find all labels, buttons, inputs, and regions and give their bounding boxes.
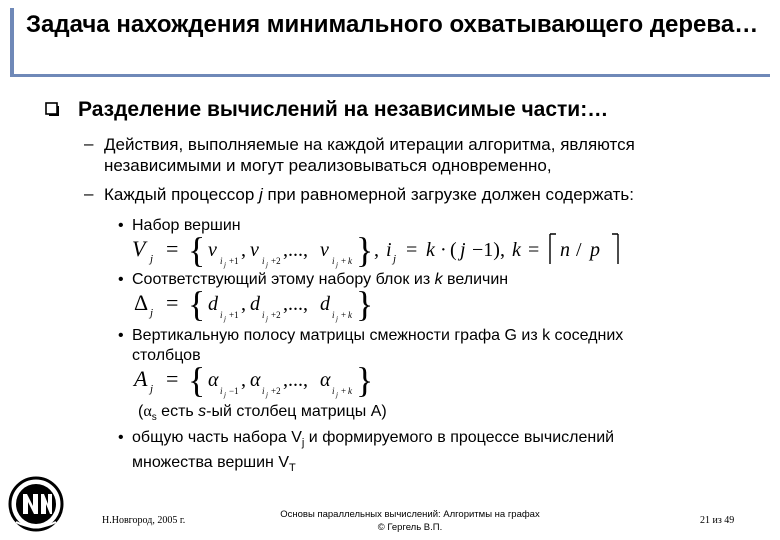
formula-vertex-set <box>130 226 630 270</box>
dot-bullet: • <box>118 327 124 344</box>
dash-item-1-line-1: Действия, выполняемые на каждой итерации алгоритма, являются <box>104 135 635 154</box>
bullet-4-line-1: общую часть набора $V_j$ и формируемого в процессе вычислений <box>132 429 615 450</box>
svg-text:j: j <box>224 315 226 323</box>
footer-author: © Гергель В.П. <box>377 522 443 533</box>
svg-text:−1: −1 <box>229 386 239 396</box>
dash-item-1-line-2: независимыми и могут реализовываться одновременно, <box>104 156 552 175</box>
svg-text:k: k <box>348 386 352 396</box>
university-logo-icon <box>8 476 64 532</box>
svg-text:j: j <box>266 261 268 269</box>
svg-text:p: p <box>590 239 600 261</box>
svg-text:i: i <box>220 256 223 266</box>
svg-text:d: d <box>250 293 260 315</box>
footer-course <box>240 508 580 534</box>
svg-text:,...,: ,..., <box>283 239 308 261</box>
dash-item-1 <box>104 134 764 176</box>
svg-text:α: α <box>208 369 219 391</box>
svg-text:j: j <box>460 239 466 261</box>
svg-text:+2: +2 <box>271 310 281 320</box>
svg-text:=: = <box>166 236 179 261</box>
footer-course-title: Основы параллельных вычислений: Алгоритмы на графах <box>280 509 540 520</box>
dot-bullet: • <box>118 217 124 234</box>
svg-text:+: + <box>341 386 347 396</box>
svg-text:+2: +2 <box>271 256 281 266</box>
bullet-4-text <box>132 428 752 478</box>
svg-text:}: } <box>356 230 374 270</box>
svg-text:}: } <box>356 360 374 400</box>
dot-bullet: • <box>118 271 124 288</box>
svg-text:i: i <box>332 386 335 396</box>
svg-text:j: j <box>266 391 268 399</box>
svg-text:+1: +1 <box>229 310 239 320</box>
title-divider <box>10 74 770 77</box>
svg-text:n: n <box>560 239 570 261</box>
svg-text:=: = <box>166 290 179 315</box>
title-accent-bar <box>10 8 14 76</box>
svg-text:{: { <box>188 230 206 270</box>
svg-text:j: j <box>336 391 338 399</box>
bullet-3-line-1: Вертикальную полосу матрицы смежности графа G из k соседних <box>132 327 624 344</box>
svg-text:{: { <box>188 360 206 400</box>
svg-text:j: j <box>266 315 268 323</box>
svg-text:/: / <box>576 239 582 261</box>
svg-text:}: } <box>356 284 374 324</box>
svg-text:k: k <box>512 239 521 261</box>
formula-delta-block <box>130 282 410 324</box>
svg-text:i: i <box>220 386 223 396</box>
svg-text:,: , <box>241 239 246 261</box>
svg-text:,...,: ,..., <box>283 293 308 315</box>
svg-text:i: i <box>220 310 223 320</box>
dash-bullet: – <box>84 134 94 153</box>
svg-text:+2: +2 <box>271 386 281 396</box>
svg-text:A: A <box>134 366 148 391</box>
svg-text:k: k <box>348 256 352 266</box>
svg-text:,...,: ,..., <box>283 369 308 391</box>
section-heading: Разделение вычислений на независимые части:… <box>78 98 609 121</box>
formula-matrix-strip <box>130 360 410 402</box>
dash-bullet: – <box>84 184 94 203</box>
bullet-4-line-2: множества вершин $V_T$ <box>132 454 296 475</box>
svg-text:+: + <box>341 310 347 320</box>
svg-text:v: v <box>320 239 329 261</box>
square-bullet-icon <box>44 101 60 117</box>
svg-text:−1),: −1), <box>472 239 505 261</box>
svg-text:=: = <box>166 366 179 391</box>
alpha-note: ($\alpha_s$ есть s-ый столбец матрицы A) <box>138 403 387 424</box>
svg-text:=: = <box>528 239 540 261</box>
dash-item-2: Каждый процессор j при равномерной загрузке должен содержать: <box>104 185 634 204</box>
svg-text:i: i <box>262 310 265 320</box>
svg-text:j: j <box>336 315 338 323</box>
svg-text:j: j <box>336 261 338 269</box>
svg-text:d: d <box>208 293 218 315</box>
svg-text:j: j <box>150 383 154 395</box>
svg-text:+: + <box>341 256 347 266</box>
svg-text:Δ: Δ <box>134 290 149 315</box>
svg-text:j: j <box>393 253 397 265</box>
svg-text:α: α <box>320 369 331 391</box>
svg-text:i: i <box>332 256 335 266</box>
svg-text:(: ( <box>450 239 457 261</box>
svg-text:k: k <box>348 310 352 320</box>
footer-page-number: 21 из 49 <box>700 515 735 526</box>
svg-text:v: v <box>208 239 217 261</box>
svg-text:i: i <box>262 256 265 266</box>
slide-title: Задача нахождения минимального охватывающего дерева… <box>26 11 759 38</box>
svg-text:,: , <box>241 293 246 315</box>
svg-text:v: v <box>250 239 259 261</box>
svg-text:j: j <box>150 307 154 319</box>
svg-text:j: j <box>150 253 154 265</box>
bullet-3-line-2: столбцов <box>132 347 201 364</box>
svg-text:+1: +1 <box>229 256 239 266</box>
svg-text:k: k <box>426 239 435 261</box>
svg-text:V: V <box>132 236 146 261</box>
svg-text:,: , <box>241 369 246 391</box>
svg-text:i: i <box>262 386 265 396</box>
svg-text:j: j <box>224 391 226 399</box>
svg-text:i: i <box>332 310 335 320</box>
svg-text:α: α <box>250 369 261 391</box>
footer-location: Н.Новгород, 2005 г. <box>102 515 186 526</box>
bullet-1-text: Набор вершин <box>132 217 241 234</box>
svg-text:·: · <box>440 239 447 261</box>
svg-text:=: = <box>406 239 418 261</box>
dot-bullet: • <box>118 429 124 446</box>
svg-text:{: { <box>188 284 206 324</box>
svg-text:j: j <box>224 261 226 269</box>
svg-text:i: i <box>386 239 392 261</box>
bullet-2-text: Соответствующий этому набору блок из k величин <box>132 271 509 288</box>
svg-text:,: , <box>374 239 379 261</box>
svg-text:d: d <box>320 293 330 315</box>
